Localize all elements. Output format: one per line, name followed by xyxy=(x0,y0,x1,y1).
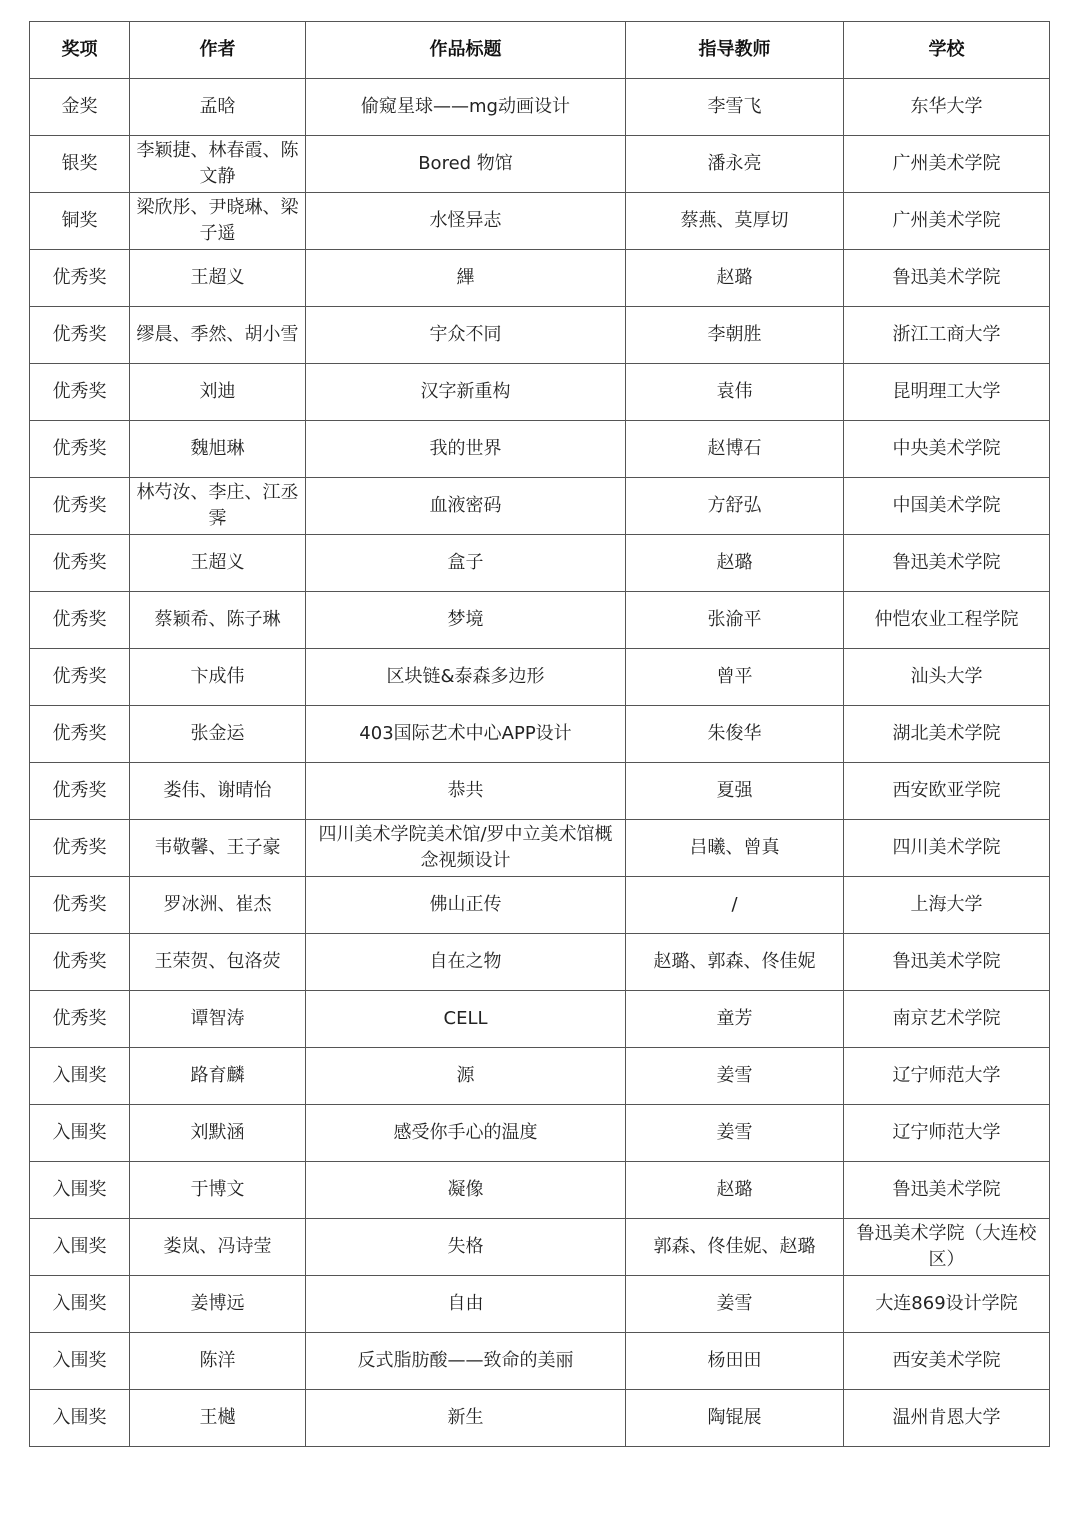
awards-table-container xyxy=(29,21,1049,1447)
advisor-cell: 朱俊华 xyxy=(626,706,844,763)
author-cell: 韦敬馨、王子豪 xyxy=(130,820,306,877)
advisor-cell: 郭森、佟佳妮、赵璐 xyxy=(626,1219,844,1276)
advisor-cell: 赵璐 xyxy=(626,1162,844,1219)
author-cell: 娄伟、谢晴怡 xyxy=(130,763,306,820)
table-row xyxy=(30,763,1050,820)
table-row xyxy=(30,193,1050,250)
school-cell: 四川美术学院 xyxy=(844,820,1050,877)
table-row xyxy=(30,136,1050,193)
table-row xyxy=(30,250,1050,307)
advisor-cell: 潘永亮 xyxy=(626,136,844,193)
work-title-cell: 盒子 xyxy=(306,535,626,592)
award-cell: 优秀奖 xyxy=(30,877,130,934)
school-cell: 鲁迅美术学院 xyxy=(844,250,1050,307)
advisor-cell: 姜雪 xyxy=(626,1048,844,1105)
award-cell: 优秀奖 xyxy=(30,421,130,478)
advisor-cell: 赵璐 xyxy=(626,250,844,307)
author-cell: 王樾 xyxy=(130,1390,306,1447)
work-title-cell: 我的世界 xyxy=(306,421,626,478)
school-cell: 西安美术学院 xyxy=(844,1333,1050,1390)
school-cell: 鲁迅美术学院（大连校区） xyxy=(844,1219,1050,1276)
award-cell: 入围奖 xyxy=(30,1276,130,1333)
school-cell: 中国美术学院 xyxy=(844,478,1050,535)
author-cell: 魏旭琳 xyxy=(130,421,306,478)
table-row xyxy=(30,1048,1050,1105)
school-cell: 鲁迅美术学院 xyxy=(844,1162,1050,1219)
header-advisor: 指导教师 xyxy=(626,22,844,79)
advisor-cell: 赵璐 xyxy=(626,535,844,592)
work-title-cell: 403国际艺术中心APP设计 xyxy=(306,706,626,763)
author-cell: 蔡颖希、陈子琳 xyxy=(130,592,306,649)
author-cell: 卞成伟 xyxy=(130,649,306,706)
advisor-cell: 童芳 xyxy=(626,991,844,1048)
school-cell: 昆明理工大学 xyxy=(844,364,1050,421)
table-row xyxy=(30,79,1050,136)
work-title-cell: 血液密码 xyxy=(306,478,626,535)
work-title-cell: 自由 xyxy=(306,1276,626,1333)
table-row xyxy=(30,1219,1050,1276)
table-row xyxy=(30,1105,1050,1162)
award-cell: 银奖 xyxy=(30,136,130,193)
award-cell: 优秀奖 xyxy=(30,592,130,649)
work-title-cell: 梦境 xyxy=(306,592,626,649)
award-cell: 优秀奖 xyxy=(30,535,130,592)
school-cell: 广州美术学院 xyxy=(844,193,1050,250)
table-body xyxy=(30,79,1050,1447)
award-cell: 优秀奖 xyxy=(30,364,130,421)
award-cell: 优秀奖 xyxy=(30,478,130,535)
author-cell: 缪晨、季然、胡小雪 xyxy=(130,307,306,364)
award-cell: 优秀奖 xyxy=(30,307,130,364)
school-cell: 广州美术学院 xyxy=(844,136,1050,193)
advisor-cell: 赵博石 xyxy=(626,421,844,478)
advisor-cell: 姜雪 xyxy=(626,1105,844,1162)
school-cell: 南京艺术学院 xyxy=(844,991,1050,1048)
award-cell: 优秀奖 xyxy=(30,706,130,763)
award-cell: 铜奖 xyxy=(30,193,130,250)
work-title-cell: 佛山正传 xyxy=(306,877,626,934)
work-title-cell: CELL xyxy=(306,991,626,1048)
header-work-title: 作品标题 xyxy=(306,22,626,79)
advisor-cell: 蔡燕、莫厚切 xyxy=(626,193,844,250)
author-cell: 路育麟 xyxy=(130,1048,306,1105)
advisor-cell: 姜雪 xyxy=(626,1276,844,1333)
work-title-cell: 新生 xyxy=(306,1390,626,1447)
table-row xyxy=(30,877,1050,934)
school-cell: 温州肯恩大学 xyxy=(844,1390,1050,1447)
school-cell: 浙江工商大学 xyxy=(844,307,1050,364)
table-header-row xyxy=(30,22,1050,79)
advisor-cell: 赵璐、郭森、佟佳妮 xyxy=(626,934,844,991)
author-cell: 梁欣彤、尹晓琳、梁子遥 xyxy=(130,193,306,250)
author-cell: 王超义 xyxy=(130,535,306,592)
author-cell: 张金运 xyxy=(130,706,306,763)
author-cell: 罗冰洲、崔杰 xyxy=(130,877,306,934)
school-cell: 大连869设计学院 xyxy=(844,1276,1050,1333)
advisor-cell: / xyxy=(626,877,844,934)
header-author: 作者 xyxy=(130,22,306,79)
school-cell: 东华大学 xyxy=(844,79,1050,136)
table-row xyxy=(30,991,1050,1048)
school-cell: 汕头大学 xyxy=(844,649,1050,706)
author-cell: 谭智涛 xyxy=(130,991,306,1048)
award-cell: 优秀奖 xyxy=(30,250,130,307)
table-row xyxy=(30,934,1050,991)
work-title-cell: 偷窥星球——mg动画设计 xyxy=(306,79,626,136)
header-school: 学校 xyxy=(844,22,1050,79)
award-cell: 入围奖 xyxy=(30,1219,130,1276)
header-award: 奖项 xyxy=(30,22,130,79)
work-title-cell: 区块链&泰森多边形 xyxy=(306,649,626,706)
author-cell: 林芍汝、李庄、江丞霁 xyxy=(130,478,306,535)
author-cell: 李颖捷、林春霞、陈文静 xyxy=(130,136,306,193)
author-cell: 姜博远 xyxy=(130,1276,306,1333)
work-title-cell: 汉字新重构 xyxy=(306,364,626,421)
table-row xyxy=(30,1390,1050,1447)
advisor-cell: 杨田田 xyxy=(626,1333,844,1390)
advisor-cell: 曾平 xyxy=(626,649,844,706)
award-cell: 金奖 xyxy=(30,79,130,136)
table-row xyxy=(30,820,1050,877)
author-cell: 于博文 xyxy=(130,1162,306,1219)
advisor-cell: 夏强 xyxy=(626,763,844,820)
advisor-cell: 陶锟展 xyxy=(626,1390,844,1447)
author-cell: 王荣贺、包洛荧 xyxy=(130,934,306,991)
work-title-cell: 四川美术学院美术馆/罗中立美术馆概念视频设计 xyxy=(306,820,626,877)
table-row xyxy=(30,1162,1050,1219)
advisor-cell: 方舒弘 xyxy=(626,478,844,535)
author-cell: 刘默涵 xyxy=(130,1105,306,1162)
advisor-cell: 袁伟 xyxy=(626,364,844,421)
award-cell: 优秀奖 xyxy=(30,991,130,1048)
school-cell: 鲁迅美术学院 xyxy=(844,535,1050,592)
award-cell: 入围奖 xyxy=(30,1048,130,1105)
work-title-cell: 失格 xyxy=(306,1219,626,1276)
table-row xyxy=(30,478,1050,535)
advisor-cell: 李朝胜 xyxy=(626,307,844,364)
work-title-cell: 恭共 xyxy=(306,763,626,820)
award-cell: 优秀奖 xyxy=(30,820,130,877)
author-cell: 刘迪 xyxy=(130,364,306,421)
work-title-cell: Bored 物馆 xyxy=(306,136,626,193)
school-cell: 西安欧亚学院 xyxy=(844,763,1050,820)
advisor-cell: 李雪飞 xyxy=(626,79,844,136)
table-row xyxy=(30,1276,1050,1333)
table-row xyxy=(30,1333,1050,1390)
school-cell: 仲恺农业工程学院 xyxy=(844,592,1050,649)
table-row xyxy=(30,706,1050,763)
table-row xyxy=(30,364,1050,421)
table-row xyxy=(30,649,1050,706)
advisor-cell: 张渝平 xyxy=(626,592,844,649)
school-cell: 上海大学 xyxy=(844,877,1050,934)
award-cell: 入围奖 xyxy=(30,1105,130,1162)
work-title-cell: 水怪异志 xyxy=(306,193,626,250)
table-row xyxy=(30,307,1050,364)
school-cell: 辽宁师范大学 xyxy=(844,1048,1050,1105)
table-row xyxy=(30,421,1050,478)
author-cell: 王超义 xyxy=(130,250,306,307)
author-cell: 陈洋 xyxy=(130,1333,306,1390)
author-cell: 娄岚、冯诗莹 xyxy=(130,1219,306,1276)
table-row xyxy=(30,592,1050,649)
work-title-cell: 反式脂肪酸——致命的美丽 xyxy=(306,1333,626,1390)
work-title-cell: 縪 xyxy=(306,250,626,307)
work-title-cell: 自在之物 xyxy=(306,934,626,991)
awards-table xyxy=(29,21,1050,1447)
school-cell: 湖北美术学院 xyxy=(844,706,1050,763)
award-cell: 入围奖 xyxy=(30,1162,130,1219)
school-cell: 中央美术学院 xyxy=(844,421,1050,478)
author-cell: 孟晗 xyxy=(130,79,306,136)
advisor-cell: 吕曦、曾真 xyxy=(626,820,844,877)
school-cell: 鲁迅美术学院 xyxy=(844,934,1050,991)
work-title-cell: 宇众不同 xyxy=(306,307,626,364)
award-cell: 优秀奖 xyxy=(30,649,130,706)
work-title-cell: 源 xyxy=(306,1048,626,1105)
award-cell: 入围奖 xyxy=(30,1333,130,1390)
work-title-cell: 凝像 xyxy=(306,1162,626,1219)
award-cell: 入围奖 xyxy=(30,1390,130,1447)
table-row xyxy=(30,535,1050,592)
school-cell: 辽宁师范大学 xyxy=(844,1105,1050,1162)
award-cell: 优秀奖 xyxy=(30,763,130,820)
award-cell: 优秀奖 xyxy=(30,934,130,991)
work-title-cell: 感受你手心的温度 xyxy=(306,1105,626,1162)
